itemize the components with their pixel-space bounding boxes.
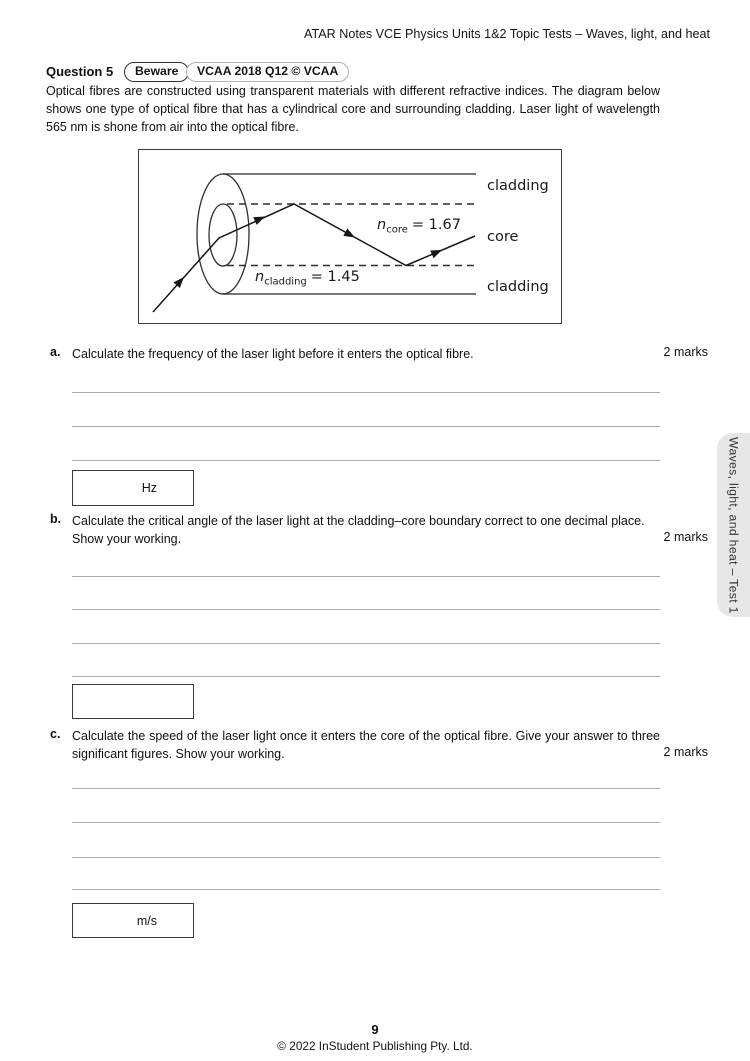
marks-label: 2 marks (663, 530, 708, 544)
optical-fibre-diagram (138, 149, 562, 324)
answer-box-critical-angle (72, 684, 194, 719)
section-side-tab (717, 433, 750, 617)
answer-line (72, 676, 660, 677)
answer-line (72, 643, 660, 644)
copyright-notice: © 2022 InStudent Publishing Pty. Ltd. (277, 1039, 473, 1053)
answer-box-speed (72, 903, 194, 938)
marks-label: 2 marks (663, 745, 708, 759)
intro-line: 565 nm is shone from air into the optical fibre. (46, 120, 299, 134)
n-cladding-label: $n_{cladding} = 1.45$ (255, 269, 360, 288)
answer-line (72, 609, 660, 610)
part-label: b. (50, 512, 62, 526)
part-text: significant figures. Show your working. (72, 747, 285, 761)
fibre-diagram-svg (139, 150, 561, 323)
core-cross-section-ellipse (209, 204, 237, 266)
part-text: Calculate the critical angle of the laser light at the cladding–core boundary correct to one decimal place. (72, 514, 645, 528)
answer-line (72, 889, 660, 890)
answer-line (72, 460, 660, 461)
answer-box-frequency (72, 470, 194, 506)
answer-line (72, 822, 660, 823)
answer-line (72, 392, 660, 393)
page-header-title: ATAR Notes VCE Physics Units 1&2 Topic Tests – Waves, light, and heat (304, 27, 710, 41)
marks-label: 2 marks (663, 345, 708, 359)
part-text: Calculate the speed of the laser light once it enters the core of the optical fibre. Give your answer to three (72, 729, 660, 743)
part-text: Show your working. (72, 532, 182, 546)
answer-line (72, 426, 660, 427)
answer-line (72, 788, 660, 789)
ray-arrow-icon (343, 229, 357, 242)
core-label: core (487, 229, 519, 245)
unit-label: m/s (136, 913, 157, 928)
vcaa-source-badge: VCAA 2018 Q12 © VCAA (186, 62, 349, 82)
answer-line (72, 857, 660, 858)
part-label: a. (50, 345, 61, 359)
beware-badge: Beware (124, 62, 189, 82)
part-label: c. (50, 727, 61, 741)
cladding-cross-section-ellipse (197, 174, 249, 294)
page-number: 9 (371, 1022, 379, 1037)
ray-arrow-icon (430, 246, 443, 258)
side-tab-label: Waves, light, and heat – Test 1 (726, 436, 741, 614)
question-number: Question 5 (46, 64, 114, 79)
ray-arrow-icon (253, 213, 266, 225)
cladding-label-top: cladding (487, 178, 549, 194)
n-core-label: $n_{core} = 1.67$ (377, 217, 461, 236)
question-intro (46, 82, 660, 136)
part-text: Calculate the frequency of the laser light before it enters the optical fibre. (72, 347, 474, 361)
intro-line: shows one type of optical fibre that has a cylindrical core and surrounding cladding. Laser light of wavelength (46, 102, 660, 116)
unit-label: Hz (141, 481, 157, 495)
intro-line: Optical fibres are constructed using transparent materials with different refractive indices. The diagram below (46, 84, 660, 98)
answer-line (72, 576, 660, 577)
cladding-label-bottom: cladding (487, 279, 549, 295)
